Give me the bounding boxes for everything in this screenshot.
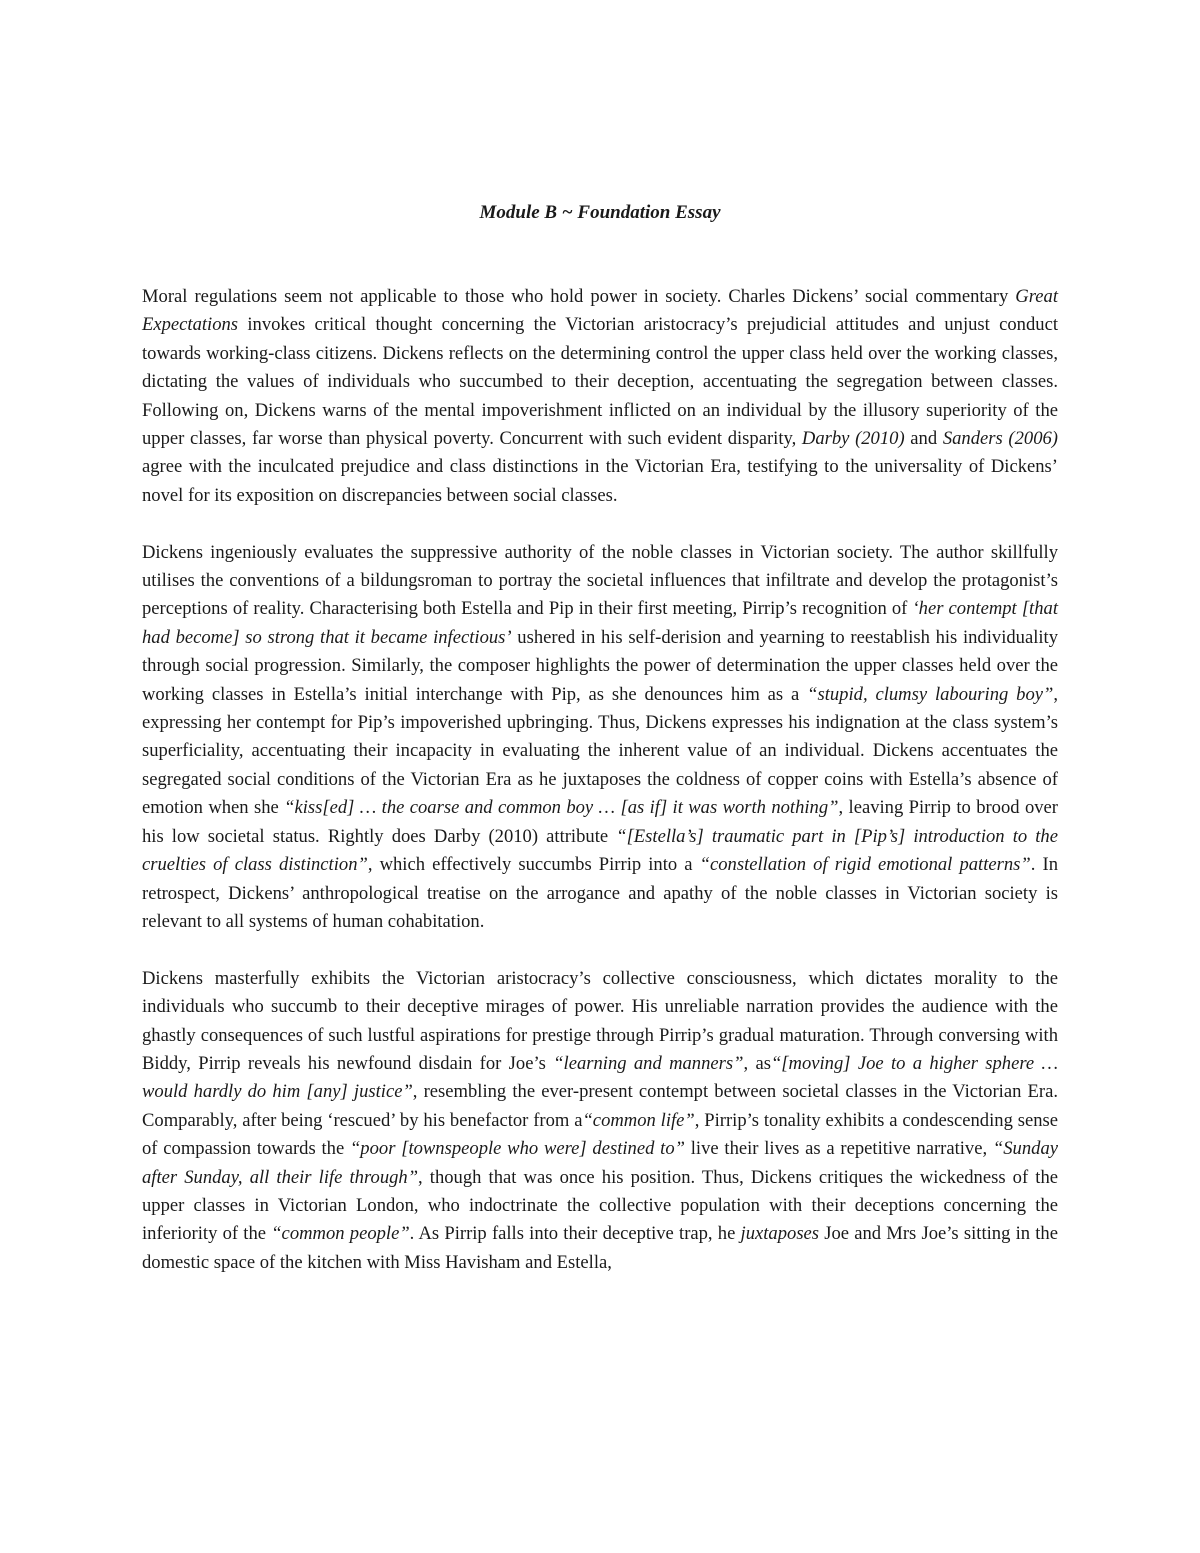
body-text: live their lives as a repetitive narrative,	[684, 1138, 993, 1160]
body-text: Joe and Mrs Joe’s sitting in the domestic space of the kitchen with Miss Havisham and Estella,	[142, 1223, 1058, 1273]
body-text: Dickens ingeniously evaluates the suppressive authority of the noble classes in Victorian society. The author skillfully utilises the conventions of a bildungsroman to portray the societal influences that infiltrate and develop the protagonist’s perceptions of reality. Characterising both Estella and Pip in their first meeting, Pirrip’s recognition of	[142, 541, 1058, 620]
body-text: , resembling the ever-present contempt between societal classes in the Victorian Era. Comparably, after being ‘rescued’ by his benefactor from a	[142, 1081, 1058, 1131]
essay-paragraph	[142, 539, 1058, 937]
body-text: , which effectively succumbs Pirrip into a	[367, 854, 700, 876]
italic-text: Sanders (2006)	[942, 428, 1058, 450]
italic-text: “[Estella’s] traumatic part in [Pip’s] introduction to the cruelties of class distinction”	[142, 825, 1058, 876]
document-title: Module B ~ Foundation Essay	[479, 202, 721, 223]
body-text: . In retrospect, Dickens’ anthropological treatise on the arrogance and apathy of the noble classes in Victorian society is relevant to all systems of human cohabitation.	[142, 854, 1058, 932]
italic-text: “kiss[ed] … the coarse and common boy … [as if] it was worth nothing”	[284, 797, 839, 819]
italic-text: “constellation of rigid emotional patterns”	[699, 854, 1031, 876]
body-text: . As Pirrip falls into their deceptive trap, he	[409, 1223, 741, 1245]
body-text: , Pirrip’s tonality exhibits a condescending sense of compassion towards the	[142, 1109, 1058, 1160]
italic-text: “Sunday after Sunday, all their life through”	[142, 1138, 1058, 1188]
italic-text: “common life”	[582, 1109, 695, 1131]
body-text: , as	[743, 1052, 771, 1074]
essay-body	[142, 283, 1058, 1306]
italic-text: Great Expectations	[142, 286, 1058, 336]
body-text: and	[904, 428, 943, 450]
body-text: Dickens masterfully exhibits the Victorian aristocracy’s collective consciousness, which dictates morality to the individuals who succumb to their deceptive mirages of power. His unreliable narration provides the audience with the ghastly consequences of such lustful aspirations for prestige through Pirrip’s gradual maturation. Through conversing with Biddy, Pirrip reveals his newfound disdain for Joe’s	[142, 967, 1058, 1074]
italic-text: “common people”	[271, 1223, 410, 1245]
italic-text: ‘her contempt [that had become] so strong that it became infectious’	[142, 598, 1058, 648]
italic-text: “learning and manners”	[553, 1052, 744, 1074]
italic-text: Darby (2010)	[801, 428, 905, 450]
body-text: agree with the inculcated prejudice and class distinctions in the Victorian Era, testifying to the universality of Dickens’ novel for its exposition on discrepancies between social classes.	[142, 456, 1058, 506]
italic-text: “stupid, clumsy labouring boy”	[807, 683, 1054, 705]
body-text: ushered in his self-derision and yearning to reestablish his individuality through social progression. Similarly, the composer highlights the power of determination the upper classes held over the working classes in Estella’s initial interchange with Pip, as she denounces him as a	[142, 626, 1059, 705]
essay-paragraph	[142, 283, 1058, 510]
italic-text: “[moving] Joe to a higher sphere … would hardly do him [any] justice”	[142, 1052, 1059, 1103]
body-text: invokes critical thought concerning the Victorian aristocracy’s prejudicial attitudes and unjust conduct towards working-class citizens. Dickens reflects on the determining control the upper class held over the working classes, dictating the values of individuals who succumbed to their deception, accentuating the segregation between classes. Following on, Dickens warns of the mental impoverishment inflicted on an individual by the illusory superiority of the upper classes, far worse than physical poverty. Concurrent with such evident disparity,	[142, 314, 1058, 450]
body-text: , expressing her contempt for Pip’s impoverished upbringing. Thus, Dickens expresses his indignation at the class system’s superficiality, accentuating their incapacity in evaluating the inherent value of an individual. Dickens accentuates the segregated social conditions of the Victorian Era as he juxtaposes the coldness of copper coins with Estella’s absence of emotion when she	[142, 683, 1058, 819]
body-text: , though that was once his position. Thus, Dickens critiques the wickedness of the upper classes in Victorian London, who indoctrinate the collective population with their deceptions concerning the inferiority of the	[142, 1166, 1058, 1245]
essay-paragraph	[142, 965, 1058, 1277]
body-text: , leaving Pirrip to brood over his low societal status. Rightly does Darby (2010) attribute	[142, 797, 1058, 847]
italic-text: juxtaposes	[740, 1223, 820, 1245]
italic-text: “poor [townspeople who were] destined to”	[349, 1138, 685, 1160]
body-text: Moral regulations seem not applicable to those who hold power in society. Charles Dickens’ social commentary	[142, 286, 1016, 307]
